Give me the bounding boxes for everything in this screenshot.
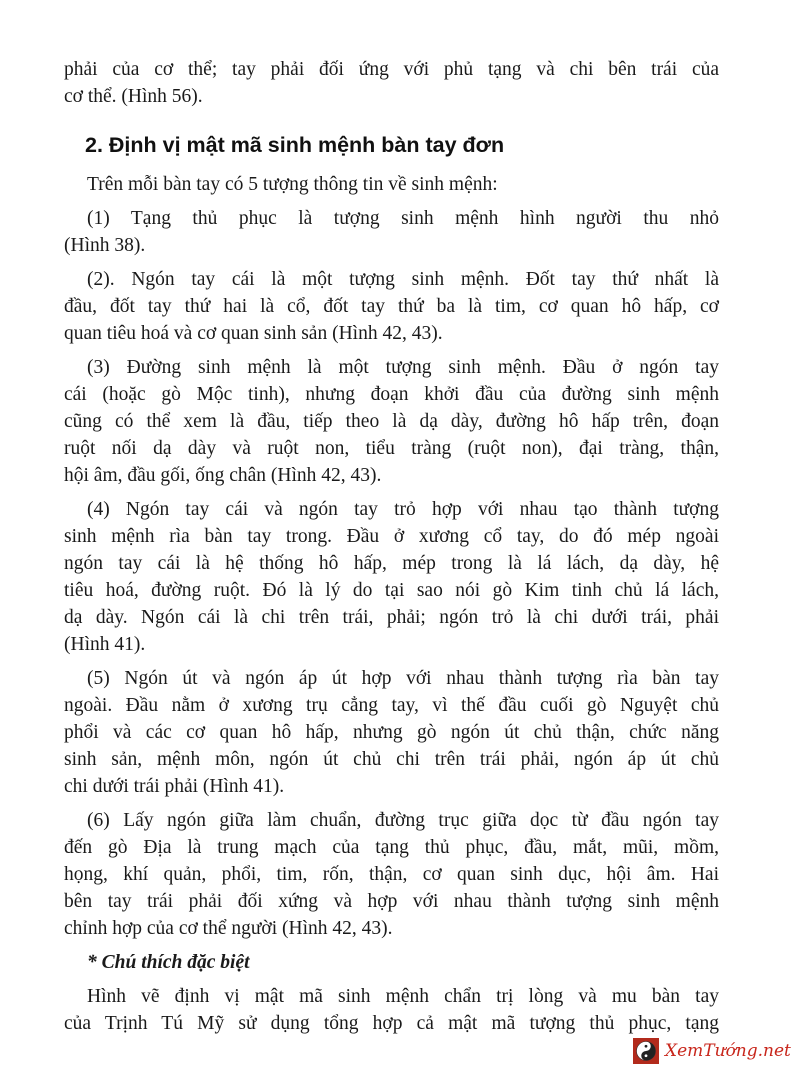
text-line: (3) Đường sinh mệnh là một tượng sinh mệnh. Đầu ở ngón tay	[87, 357, 719, 378]
text-line: (6) Lấy ngón giữa làm chuẩn, đường trục giữa dọc từ đầu ngón tay	[87, 810, 719, 831]
text-line: cái (hoặc gò Mộc tinh), nhưng đoạn khởi đầu của đường sinh mệnh	[64, 384, 719, 405]
text-line: quan tiêu hoá và cơ quan sinh sản (Hình 42, 43).	[64, 323, 443, 344]
text-line: sinh mệnh rìa bàn tay trong. Đầu ở xương cổ tay, do đó mép ngoài	[64, 526, 719, 547]
watermark-text: XemTướng.net	[665, 1041, 791, 1061]
section-heading: 2. Định vị mật mã sinh mệnh bàn tay đơn	[85, 133, 505, 157]
text-line: (1) Tạng thủ phục là tượng sinh mệnh hình người thu nhỏ	[87, 208, 719, 229]
text-line: đến gò Địa là trung mạch của tạng thủ phục, đầu, mắt, mũi, mồm,	[64, 837, 719, 858]
text-line: cơ thể. (Hình 56).	[64, 86, 203, 107]
paragraph-item-4	[64, 496, 719, 658]
text-line: (2). Ngón tay cái là một tượng sinh mệnh. Đốt tay thứ nhất là	[87, 269, 719, 290]
text-line: Trên mỗi bàn tay có 5 tượng thông tin về sinh mệnh:	[87, 174, 498, 195]
text-line: (Hình 38).	[64, 235, 146, 256]
text-line: (4) Ngón tay cái và ngón tay trỏ hợp với nhau tạo thành tượng	[87, 499, 719, 520]
paragraph-item-2	[64, 266, 719, 347]
note-heading: * Chú thích đặc biệt	[87, 952, 250, 973]
text-line: ngoài. Đầu nằm ở xương trụ cẳng tay, vì thế đầu cuối gò Nguyệt chủ	[64, 695, 719, 716]
text-line: của Trịnh Tú Mỹ sử dụng tổng hợp cả mật mã tượng thủ phục, tạng	[64, 1013, 719, 1034]
text-line: tiêu hoá, đường ruột. Đó là lý do tại sao nói gò Kim tinh chủ lá lách,	[64, 580, 719, 601]
paragraph	[64, 171, 719, 198]
text-line: chi dưới trái phải (Hình 41).	[64, 776, 285, 797]
text-line: phải của cơ thể; tay phải đối ứng với phủ tạng và chi bên trái của	[64, 59, 719, 80]
text-line: hội âm, đầu gối, ống chân (Hình 42, 43).	[64, 465, 382, 486]
page-content	[64, 56, 719, 1044]
text-line: đầu, đốt tay thứ hai là cổ, đốt tay thứ ba là tim, cơ quan hô hấp, cơ	[64, 296, 719, 317]
text-line: dạ dày. Ngón cái là chi trên trái, phải; ngón trỏ là chi dưới trái, phải	[64, 607, 719, 628]
note-paragraph	[64, 983, 719, 1037]
text-line: (5) Ngón út và ngón áp út hợp với nhau thành tượng rìa bàn tay	[87, 668, 719, 689]
paragraph-item-5	[64, 665, 719, 800]
yin-yang-icon	[633, 1038, 659, 1064]
text-line: phổi và các cơ quan hô hấp, nhưng gò ngón út chủ thận, chức năng	[64, 722, 719, 743]
watermark-logo	[633, 1034, 791, 1068]
paragraph-item-6	[64, 807, 719, 942]
text-line: Hình vẽ định vị mật mã sinh mệnh chẩn trị lòng và mu bàn tay	[87, 986, 719, 1007]
text-line: ruột nối dạ dày và ruột non, tiểu tràng (ruột non), đại tràng, thận,	[64, 438, 719, 459]
text-line: bên tay trái phải đối xứng và hợp với nhau thành tượng sinh mệnh	[64, 891, 719, 912]
text-line: chỉnh hợp của cơ thể người (Hình 42, 43).	[64, 918, 393, 939]
paragraph-item-3	[64, 354, 719, 489]
intro-paragraph	[64, 56, 719, 110]
text-line: cũng có thể xem là đầu, tiếp theo là dạ dày, đường hô hấp trên, đoạn	[64, 411, 719, 432]
text-line: họng, khí quản, phổi, tim, rốn, thận, cơ quan sinh dục, hội âm. Hai	[64, 864, 719, 885]
text-line: ngón tay cái là hệ thống hô hấp, mép trong là lá lách, dạ dày, hệ	[64, 553, 719, 574]
text-line: (Hình 41).	[64, 634, 146, 655]
paragraph-item-1	[64, 205, 719, 259]
text-line: sinh sản, mệnh môn, ngón út chủ chi trên trái phải, ngón áp út chủ	[64, 749, 719, 770]
